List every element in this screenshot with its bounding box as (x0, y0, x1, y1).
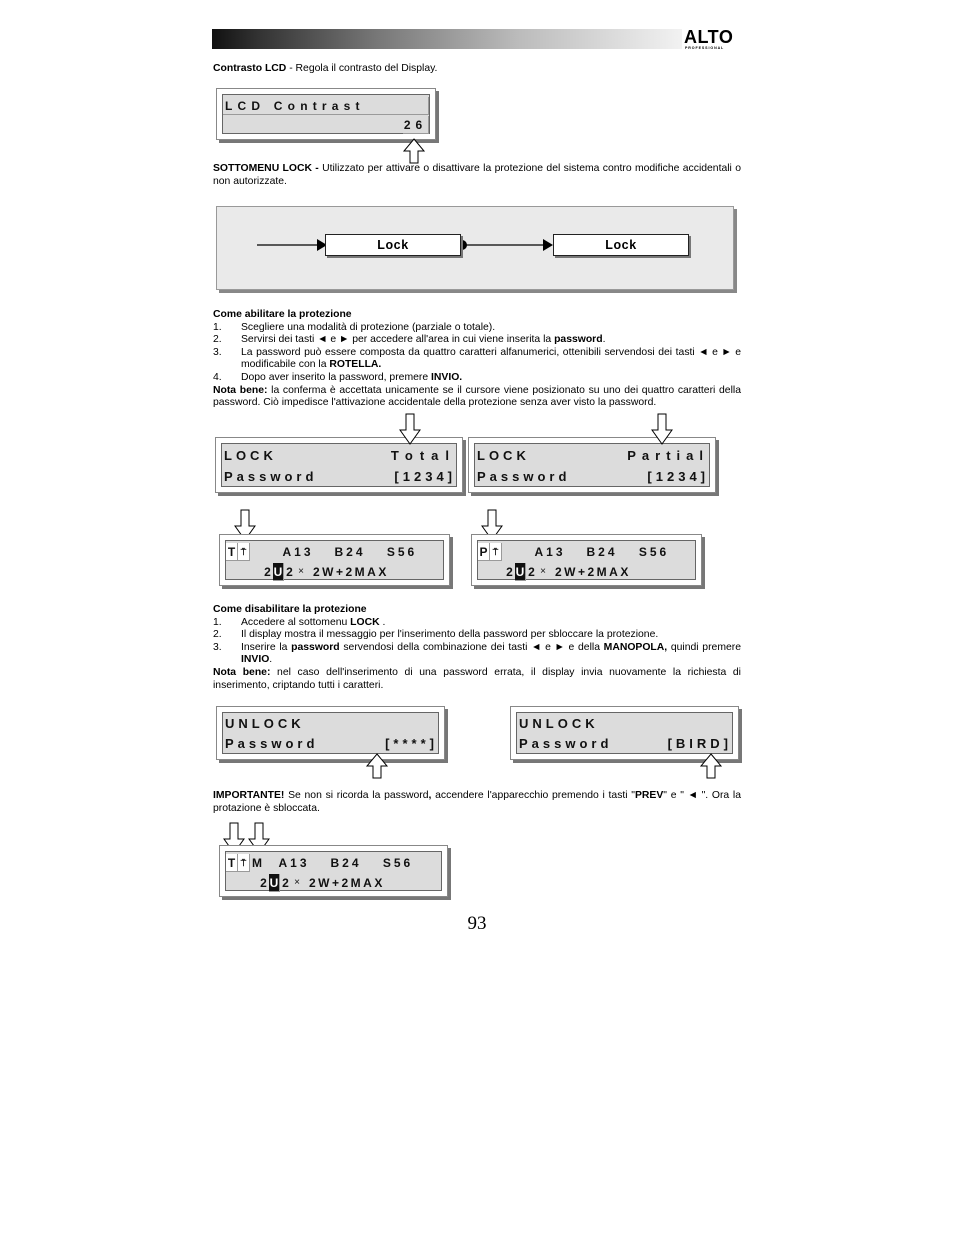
lock-icon: ⍑ (238, 854, 250, 872)
lcd-row (475, 446, 709, 465)
lcd-lock-total-screen (221, 443, 457, 487)
lcd-text: B24 (334, 545, 366, 559)
lcd-contrast (216, 88, 436, 140)
lcd-text: Total (390, 448, 456, 463)
text: " e " ◄ ". Ora la protazione è sbloccata. (213, 790, 741, 814)
lcd-text: M (252, 856, 262, 870)
lcd-text: 2W+2MAX (555, 565, 631, 579)
lcd-text: A13 (282, 545, 314, 559)
lcd-cursor: U (269, 876, 279, 890)
lcd-home-partial-screen (477, 540, 696, 580)
lcd-text: B24 (330, 856, 362, 870)
disable-list (213, 617, 741, 667)
lcd-row (478, 563, 631, 581)
list-item: 1. Scegliere una modalità di protezione (parziale o totale). (213, 321, 496, 333)
contrast-paragraph (213, 63, 741, 76)
page-number: 93 (467, 913, 487, 934)
contrast-text: - Regola il contrasto del Display. (286, 63, 438, 74)
lcd-text: A13 (278, 856, 310, 870)
lcd-lock-partial (468, 437, 716, 493)
enable-list (213, 322, 741, 385)
important-label: IMPORTANTE! (213, 790, 285, 801)
lcd-text: × (294, 877, 300, 888)
lcd-contrast-row1 (223, 97, 429, 115)
lcd-row (517, 735, 732, 753)
lcd-text: B24 (586, 545, 618, 559)
lcd-text: [1234] (647, 469, 709, 484)
lcd-text: [BIRD] (667, 736, 732, 751)
enable-note: Nota bene: la conferma è accettata unicamente se il cursore viene posizionato su uno dei quattro caratteri della password. Ciò impedisce l'attivazione accidentale della protezione senza aver visto la password. (213, 384, 741, 409)
up-arrow-icon (365, 753, 389, 779)
disable-title: Come disabilitare la protezione (213, 604, 367, 615)
lcd-contrast-value: 26 (403, 118, 428, 132)
down-arrow-icon (398, 413, 422, 445)
lcd-text: Partial (627, 448, 709, 463)
text: PREV (635, 790, 664, 801)
lcd-text: [****] (385, 736, 438, 751)
lcd-contrast-label: LCD Contrast (223, 97, 429, 115)
lcd-text: A13 (534, 545, 566, 559)
lcd-text: LOCK (477, 448, 530, 463)
lcd-home-total-menu (219, 845, 448, 897)
lcd-unlock-encrypted (216, 706, 445, 760)
lcd-mode-char: T (226, 543, 238, 561)
lcd-text: 2 (264, 565, 271, 579)
lcd-lock-total (215, 437, 463, 493)
lcd-text: 2 (282, 876, 289, 890)
lcd-text: × (540, 566, 546, 577)
lcd-text: S56 (382, 856, 414, 870)
lcd-home-total (219, 534, 450, 586)
list-item: 2. Servirsi dei tasti ◄ e ► per accedere all'area in cui viene inserita la password. (213, 334, 606, 346)
lcd-mode-char: T (226, 854, 238, 872)
lcd-text: 2W+2MAX (313, 565, 389, 579)
lcd-row (226, 563, 389, 581)
lcd-row (222, 467, 456, 486)
up-arrow-icon (402, 138, 426, 164)
lcd-row (223, 715, 305, 733)
lcd-text: × (298, 566, 304, 577)
disable-note: Nota bene: nel caso dell'inserimento di una password errata, il display invia nuovamente la richiesta di inserimento, criptando tutti i caratteri. (213, 666, 741, 691)
text: , (428, 790, 432, 801)
lcd-text: 2 (286, 565, 293, 579)
lcd-row (517, 715, 599, 733)
enable-section (213, 309, 741, 410)
lcd-contrast-row2 (223, 116, 429, 134)
list-item: 3. Inserire la password servendosi della combinazione dei tasti ◄ e ► e della MANOPOLA, quindi premere INVIO. (213, 641, 741, 666)
lcd-unlock-password-screen (516, 712, 733, 754)
lcd-row (226, 874, 385, 892)
up-arrow-icon (699, 753, 723, 779)
contrast-title: Contrasto LCD (213, 63, 287, 74)
logo-text: ALTO (684, 27, 734, 47)
lcd-row (222, 446, 456, 465)
lcd-text: Password (477, 469, 571, 484)
list-item: 4. Dopo aver inserito la password, premere INVIO. (213, 371, 463, 383)
lock-icon: ⍑ (238, 543, 250, 561)
lcd-text: UNLOCK (519, 716, 599, 731)
lock-text: Utilizzato per attivare o disattivare la protezione del sistema contro modifiche accidentali o non autorizzate. (213, 163, 741, 187)
lcd-text: [1234] (394, 469, 456, 484)
lcd-row (478, 543, 695, 561)
menu-item-lock-2: Lock (553, 234, 689, 256)
list-item: 3. La password può essere composta da quattro caratteri alfanumerici, ottenibili servendosi dei tasti ◄ e ► e modificabile con la ROTELLA. (213, 346, 741, 371)
lcd-text: S56 (638, 545, 670, 559)
lock-title: SOTTOMENU LOCK - (213, 163, 319, 174)
lcd-text: Password (225, 736, 319, 751)
lcd-text: UNLOCK (225, 716, 305, 731)
alto-logo (684, 29, 742, 51)
menu-item-lock-1: Lock (325, 234, 461, 256)
down-arrow-icon (650, 413, 674, 445)
lcd-lock-partial-screen (474, 443, 710, 487)
lcd-cursor: U (515, 565, 525, 579)
disable-section (213, 604, 741, 692)
lcd-text: S56 (386, 545, 418, 559)
lcd-cursor: U (273, 565, 283, 579)
lcd-row (223, 735, 438, 753)
lock-paragraph (213, 163, 741, 188)
lcd-text: 2 (528, 565, 535, 579)
lcd-text: Password (519, 736, 613, 751)
lcd-text: 2 (260, 876, 267, 890)
lcd-home-total-screen (225, 540, 444, 580)
text: Se non si ricorda la password (284, 790, 429, 801)
lcd-contrast-screen (222, 94, 430, 134)
lcd-text: 2 (506, 565, 513, 579)
list-item: 1. Accedere al sottomenu LOCK . (213, 616, 386, 628)
important-paragraph (213, 790, 741, 815)
lcd-home-partial (471, 534, 702, 586)
lcd-row (475, 467, 709, 486)
lock-icon: ⍑ (490, 543, 502, 561)
header-gradient-bar (212, 29, 682, 49)
lcd-row (226, 543, 443, 561)
text: accendere l'apparecchio premendo i tasti " (431, 790, 635, 801)
lcd-text: LOCK (224, 448, 277, 463)
lcd-text: Password (224, 469, 318, 484)
lcd-unlock-encrypted-screen (222, 712, 439, 754)
lcd-row (226, 854, 441, 872)
lcd-mode-char: P (478, 543, 490, 561)
lcd-text: 2W+2MAX (309, 876, 385, 890)
logo-subtext: PROFESSIONAL (685, 46, 725, 50)
lock-menu-diagram (216, 206, 734, 290)
list-item: 2. Il display mostra il messaggio per l'inserimento della password per sbloccare la protezione. (213, 629, 659, 641)
enable-title: Come abilitare la protezione (213, 309, 352, 320)
lcd-home-total-menu-screen (225, 851, 442, 891)
lcd-unlock-password (510, 706, 739, 760)
